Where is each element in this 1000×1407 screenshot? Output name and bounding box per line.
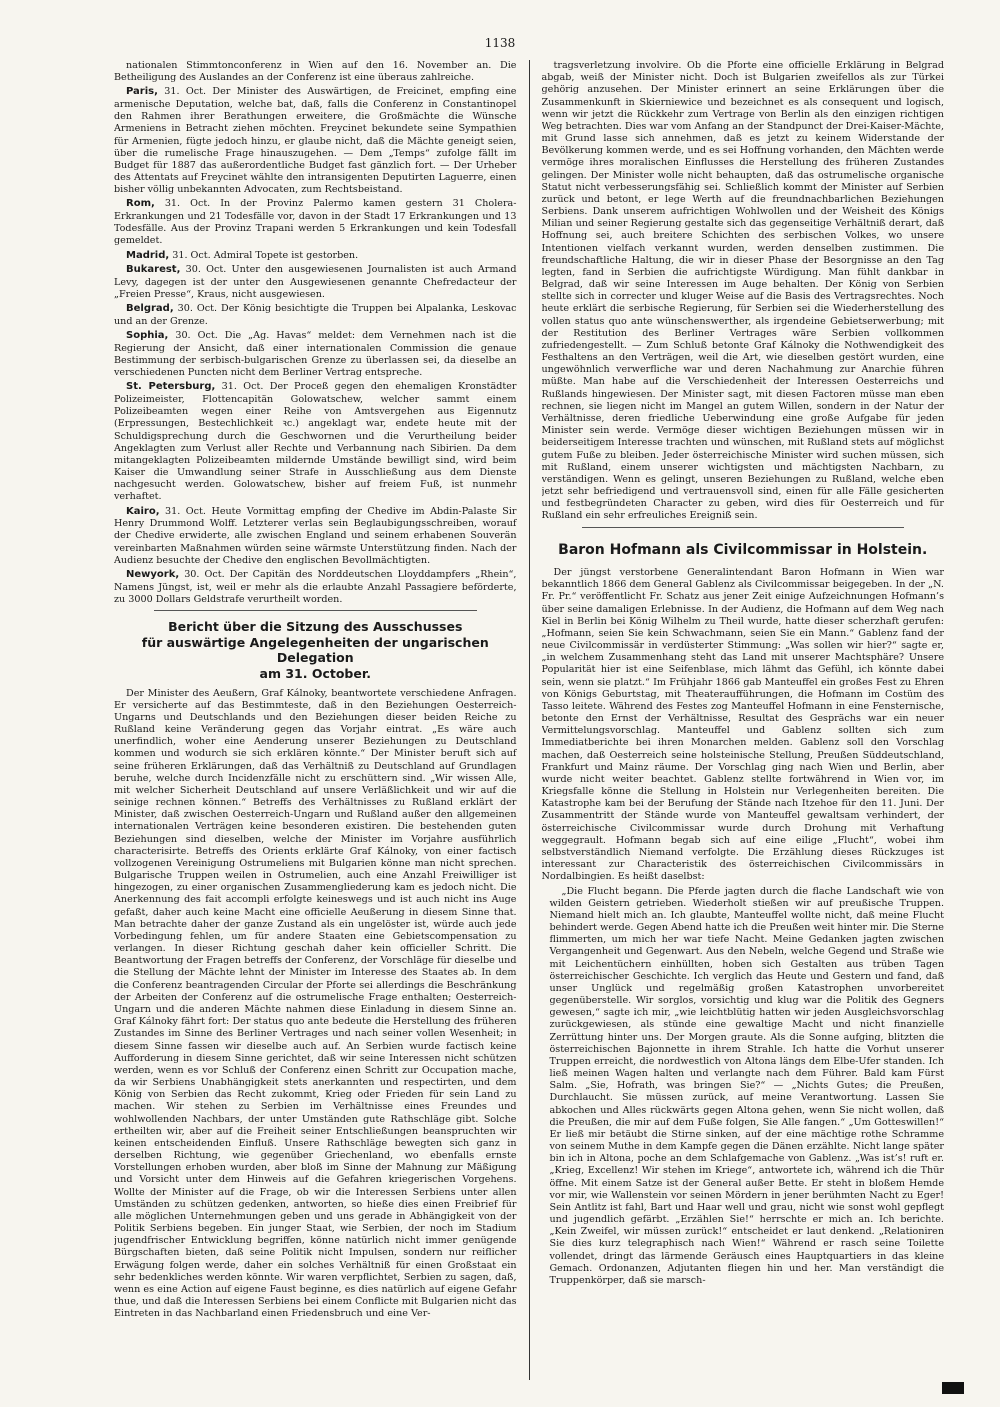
column-rule [529,60,530,1380]
two-column-layout [114,60,944,1380]
dispatch-paris: Paris, 31. Oct. Der Minister des Auswärtigen, de Freicinet, empfing eine armenische Deputation, welche bat, daß, falls die Conferenz in Constantinopel den Rahmen ihrer Berathungen erweitere, die Großmächte die Wünsche Armeniens in Betracht ziehen möchten. Freycinet bekundete seine Sympathien für Armenien, fügte jedoch hinzu, er glaube nicht, daß die Mächte geneigt seien, über die rumelische Frage hinauszugehen. — Dem „Temps“ zufolge fällt im Budget für 1887 das außerordentliche Budget fast gänzlich fort. — Der Urheber des Attentats auf Freycinet wählte den intransigenten Deputirten Laguerre, einen bisher völlig unbekannten Advocaten, zum Rechtsbeistand. [114,86,517,196]
left-column [114,60,517,1380]
dispatch-continuation: nationalen Stimmtonconferenz in Wien auf den 16. November an. Die Betheiligung des Auslandes an der Conferenz ist eine überaus zahlreiche. [114,60,517,84]
dispatch-madrid: Madrid, 31. Oct. Admiral Topete ist gestorben. [126,249,359,261]
dispatch-sophia: Sophia, 30. Oct. Die „Ag. Havas“ meldet: dem Vernehmen nach ist die Regierung der Ansicht, daß einer internationalen Commission die genaue Bestimmung der serbisch-bulgarischen Grenze zu überlassen sei, da dieselbe an verschiedenen Puncten nicht dem Berliner Vertrag entspreche. [114,330,517,379]
article-paragraph: Der jüngst verstorbene Generalintendant Baron Hofmann in Wien war bekanntlich 1866 dem General Gablenz als Civilcommissar beigegeben. In der „N. Fr. Pr.“ veröffentlicht Fr. Schatz aus jener Zeit einige Aufzeichnungen Hofmann’s über seine damaligen Erlebnisse. In der Audienz, die Hofmann auf dem Weg nach Kiel in Berlin bei König Wilhelm zu Theil wurde, hatte dieser scherzhaft gerufen: „Hofmann, seien Sie kein Schwachmann, seien Sie ein Mann.“ Gablenz fand der neue Civilcommissär in verdüsterter Stimmung: „Was sollen wir hier?“ sagte er, „in welchem Zusammenhang steht das Land mit unserer Machtsphäre? Unsere Popularität hier ist eine Seifenblase, mich lähmt das Gefühl, ich könnte dabei sein, wenn sie platzt.“ Im Frühjahr 1866 gab Manteuffel ein großes Fest zu Ehren von Königs Geburtstag, mit Theateraufführungen, die Hofmann im Costüm des Tasso leitete. Während des Festes zog Manteuffel Hofmann in eine Fensternische, betonte den Ernst der Verhältnisse, Resultat des Gesprächs war ein neuer Vermittelungsvorschlag. Manteuffel und Gablenz sollten sich zum Immediatberichte bei ihren Monarchen melden. Gablenz soll den Vorschlag machen, daß Oesterreich seine holsteinische Stellung, Preußen Süddeutschland, Frankfurt und Mainz räume. Der Vorschlag ging nach Wien und Berlin, aber wurde nicht weiter beachtet. Gablenz stellte fortwährend in Wien vor, im Kriegsfalle könne die Stellung in Holstein nur Verlegenheiten bereiten. Die Katastrophe kam bei der Berufung der Stände nach Itzehoe für den 11. Juni. Der Zusammentritt der Stände wurde von Manteuffel gewaltsam verhindert, der österreichische Civilcommissar wurde durch Drohung mit Verhaftung weggegrault. Hofmann begab sich auf eine eilige „Flucht“, wobei ihm selbstverständlich Niemand verfolgte. Die Erzählung dieses Rückzuges ist interessant zur Characteristik des österreichischen Civilcommissärs in Nordalbingien. Es heißt daselbst: [541,567,944,883]
report-paragraph: Der Minister des Aeußern, Graf Kálnoky, beantwortete verschiedene Anfragen. Er versicherte auf das Bestimmteste, daß in den Beziehungen Oesterreich-Ungarns und Deutschlands und den Beziehungen dieser beiden Reiche zu Rußland keine Veränderung gegen das Vorjahr eintrat. „Es wäre auch unerfindlich, woher eine Aenderung unserer Beziehungen zu Deutschland kommen und wodurch sie sich erklären könnte.“ Der Minister beruft sich auf seine früheren Erklärungen, daß das Verhältniß zu Deutschland auf Grundlagen beruhe, welche durch Incidenzfälle nicht zu erschüttern sind. „Wir wissen Alle, mit welcher Sicherheit Deutschland auf unsere Verläßlichkeit und wir auf die seinige rechnen können.“ Betreffs des Verhältnisses zu Rußland erklärt der Minister, daß zwischen Oesterreich-Ungarn und Rußland außer den allgemeinen internationalen Verträgen keine besonderen existiren. Die bestehenden guten Beziehungen sind dieselben, welche der Minister im Vorjahre ausführlich characterisirte. Betreffs des Orients erklärte Graf Kálnoky, von einer factisch vollzogenen Vereinigung Ostrumeliens mit Bulgarien könne man nicht sprechen. Bulgarische Truppen weilen in Ostrumelien, auch eine Anzahl Freiwilliger ist hingezogen, zu einer organischen Zusammengliederung kam es jedoch nicht. Die Anerkennung des fait accompli erfolgte keineswegs und ist auch nicht ins Auge gefaßt, daher auch keine Macht eine officielle Aeußerung in diesem Sinne that. Man betrachte daher der ganze Zustand als ein ungelöster ist, würde auch jede Vorbedingung fehlen, um für andere Staaten eine Gebietscompensation zu verlangen. In dieser Richtung geschah daher kein officieller Schritt. Die Beantwortung der Fragen betreffs der Conferenz, der Vorschläge für dieselbe und die Stellung der Mächte lehnt der Minister im Interesse des Staates ab. In dem die Conferenz beantragenden Circular der Pforte sei allerdings die Beschränkung der Arbeiten der Conferenz auf die ostrumelische Frage enthalten; Oesterreich-Ungarn und die anderen Mächte nahmen diese Einladung in diesem Sinne an. Graf Kálnoky fährt fort: Der status quo ante bedeute die Herstellung des früheren Zustandes im Sinne des Berliner Vertrages und nach seiner vollen Wesenheit; in diesem Sinne fassen wir dieselbe auch auf. An Serbien wurde factisch keine Aufforderung in diesem Sinne gerichtet, daß wir seine Interessen nicht schützen werden, wenn es vor Schluß der Conferenz einen Schritt zur Occupation mache, da wir Serbiens Unabhängigkeit stets anerkannten und respectirten, und dem König von Serbien das Recht zukommt, Krieg oder Frieden für sein Land zu machen. Wir stehen zu Serbien im Verhältnisse eines Freundes und wohlwollenden Nachbars, der unter Umständen gute Rathschläge gibt. Solche ertheilten wir, aber auf die Freiheit seiner Entschließungen beanspruchten wir keinen entscheidenden Einfluß. Unsere Rathschläge bewegten sich ganz in derselben Richtung, wie gegenüber Griechenland, wo ebenfalls ernste Vorstellungen erhoben wurden, aber bloß im Sinne der Mahnung zur Mäßigung und Vorsicht unter dem Hinweis auf die Gefahren kriegerischen Vorgehens. Wollte der Minister auf die Frage, ob wir die Interessen Serbiens unter allen Umständen zu schützen gedenken, antworten, so hieße dies einen Freibrief für alle möglichen Unternehmungen geben und uns gerade in Abhängigkeit von der Politik Serbiens begeben. Ein junger Staat, wie Serbien, der noch im Stadium jugendfrischer Entwicklung begriffen, könne natürlich nicht immer genügende Bürgschaften bieten, daß seine Politik nicht Impulsen, sondern nur reiflicher Erwägung folgen werde, daher ein solches Verhältniß für einen Großstaat ein sehr bedenkliches werden könnte. Wir waren verpflichtet, Serbien zu sagen, daß, wenn es eine Action auf eigene Faust beginne, es dies natürlich auf eigene Gefahr thue, und daß die Interessen Serbiens bei einem Conflicte mit Bulgarien nicht das Eintreten in das Nachbarland einen Friedensbruch und eine Ver- [114,687,517,1320]
right-column [542,60,945,1380]
page-number: 1138 [484,36,516,50]
section-divider [154,610,477,611]
dispatch-rom: Rom, 31. Oct. In der Provinz Palermo kamen gestern 31 Cholera-Erkrankungen und 21 Todesfälle vor, davon in der Stadt 17 Erkrankungen und 13 Todesfälle. Aus der Provinz Trapani werden 5 Erkrankungen und kein Todesfall gemeldet. [114,198,517,247]
report-heading: Bericht über die Sitzung des Ausschusses für auswärtige Angelegenheiten der ungarischen Delegation am 31. October. [141,619,489,681]
section-divider [582,527,905,528]
article-heading: Baron Hofmann als Civilcommissar in Holstein. [558,541,928,558]
dispatch-kairo: Kairo, 31. Oct. Heute Vormittag empfing der Chedive im Abdin-Palaste Sir Henry Drummond Wolff. Letzterer verlas sein Beglaubigungsschreiben, worauf der Chedive erwiderte, alle zwischen England und seinem erhabenen Souverän vereinbarten Maßnahmen würden seine wärmste Unterstützung finden. Nach der Audienz besuchte der Chedive den englischen Bevollmächtigten. [114,505,517,566]
dispatch-bukarest: Bukarest, 30. Oct. Unter den ausgewiesenen Journalisten ist auch Armand Levy, dagegen ist der unter den Ausgewiesenen genannte Chefredacteur der „Freien Presse“, Kraus, nicht ausgewiesen. [114,264,517,301]
dispatch-belgrad: Belgrad, 30. Oct. Der König besichtigte die Truppen bei Alpalanka, Leskovac und an der Grenze. [114,303,517,328]
report-continuation: tragsverletzung involvire. Ob die Pforte eine officielle Erklärung in Belgrad abgab, weiß der Minister nicht. Doch ist Bulgarien zweifellos als zur Türkei gehörig anzusehen. Der Minister erinnert an seine Erklärungen über die Zusammenkunft in Skierniewice und bezeichnet es als consequent und logisch, wenn wir jetzt die Rückkehr zum Vertrage von Berlin als den einzigen richtigen Weg betrachten. Dies war vom Anfang an der Standpunct der Drei-Kaiser-Mächte, mit Grund lasse sich annehmen, daß es jetzt zu keinem Widerstande der Bevölkerung kommen werde, und es sei Hoffnung vorhanden, den Mächten werde vermöge ihres moralischen Einflusses die Herstellung des früheren Zustandes gelingen. Der Minister wolle nicht behaupten, daß das ostrumelische organische Statut nicht verbesserungsfähig sei. Schließlich kommt der Minister auf Serbien zurück und betont, er lege Werth auf die freundnachbarlichen Beziehungen Serbiens. Dank unserem aufrichtigen Wohlwollen und der Weisheit des Königs Milian und seiner Regierung gestalte sich das gegenseitige Verhältniß derart, daß Hoffnung sei, auch breitere Schichten des serbischen Volkes, wo unsere Intentionen vielfach verkannt wurden, werden denselben zustimmen. Die freundschaftliche Haltung, die wir in dieser Phase der Besorgnisse an den Tag legten, fand in Serbien die aufrichtigste Würdigung. Man fühlt dankbar in Belgrad, daß wir seine Interessen im Auge behalten. Der König von Serbien stellte sich in correcter und kluger Weise auf die Basis des Vertragsrechtes. Noch heute erklärt die serbische Regierung, für Serbien sei die Wiederherstellung des vollen status quo ante wünschenswerther, als irgendeine Gebietserwerbung; mit der Restitution des Berliner Vertrages wäre Serbien vollkommen zufriedengestellt. — Zum Schluß betonte Graf Kálnoky die Nothwendigkeit des Festhaltens an den Verträgen, weil die Art, wie dieselben gestört wurden, eine ungewöhnlich verwerfliche war und deren Nachahmung zur Anarchie führen müßte. Man habe auf die Verschiedenheit der Interessen Oesterreichs und Rußlands hingewiesen. Der Minister sagt, mit diesen Factoren müsse man eben rechnen, sie liegen nicht im Mangel an gutem Willen, sondern in der Natur der Verhältnisse, deren friedliche Ueberwindung eine große Aufgabe für jeden Minister sein werde. Vermöge dieser wichtigen Beziehungen müssen wir in beiderseitigem Interesse trachten und wünschen, mit Rußland stets auf möglichst gutem Fuße zu bleiben. Jeder österreichische Minister wird suchen müssen, sich mit Rußland, einem unserer wichtigsten und mächtigsten Nachbarn, zu verständigen. Wenn es gelingt, unseren Beziehungen zu Rußland, welche eben jetzt sehr befriedigend und vertrauensvoll sind, einen für alle Fälle gesicherten und festbegründeten Character zu geben, wird dies für Oesterreich und für Rußland ein sehr erfreuliches Ereigniß sein. [541,60,944,522]
print-mark [942,1382,964,1394]
dispatch-newyork: Newyork, 30. Oct. Der Capitän des Norddeutschen Lloyddampfers „Rhein“, Namens Jüngst, ist, weil er mehr als die erlaubte Anzahl Passagiere beförderte, zu 3000 Dollars Geldstrafe verurtheilt worden. [114,569,517,605]
article-quote-paragraph: „Die Flucht begann. Die Pferde jagten durch die flache Landschaft wie von wilden Geistern getrieben. Wiederholt stießen wir auf preußische Truppen. Niemand hielt mich an. Ich glaubte, Manteuffel wollte nicht, daß meine Flucht behindert werde. Gegen Abend hatte ich die Preußen weit hinter mir. Die Sterne flimmerten, um mich her war tiefe Nacht. Meine Gedanken jagten zwischen Vergangenheit und Gegenwart. Aus den Nebeln, welche Gegend und Straße wie mit Leichentüchern einhüllten, hoben sich Gestalten aus trüben Tagen österreichischer Geschichte. Ich verglich das Heute und Gestern und fand, daß unser Unglück und regelmäßig großen Katastrophen unvorbereitet gegenüberstelle. Wir sorglos, vorsichtig und klug war die Politik des Gegners gewesen,“ sagte ich mir, „wie leichtblütig hatten wir jeden Ausgleichsvorschlag zurückgewiesen, als stünde eine gewaltige Macht und nicht finanzielle Zerrüttung hinter uns. Der Morgen graute. Als die Sonne aufging, blitzten die österreichischen Bajonnette in ihrem Strahle. Ich hatte die Vorhut unserer Truppen erreicht, die nordwestlich von Altona längs dem Elbe-Ufer standen. Ich ließ meinen Wagen halten und verlangte nach dem Führer. Bald kam Fürst Salm. „Sie, Hofrath, was bringen Sie?“ — „Nichts Gutes; die Preußen, Durchlaucht. Sie müssen zurück, auf meine Verantwortung. Lassen Sie abkochen und Alles rückwärts gegen Altona gehen, wenn Sie nicht wollen, daß die Preußen, die mir auf dem Fuße folgen, Sie Alle fangen.“ „Um Gotteswillen!“ Er ließ mir betäubt die Stirne sinken, auf der eine mächtige rothe Schramme von seinem Muthe in dem Kampfe gegen die Dänen erzählte. Nicht lange später bin ich in Altona, poche an dem Schlafgemache von Gablenz. „Was ist’s! ruft er. „Krieg, Excellenz! Wir stehen im Kriege“, antwortete ich, während ich die Thür öffne. Mit einem Satze ist der General außer Bette. Er steht in bloßem Hemde vor mir, wie Wallenstein vor seinen Mördern in jener berühmten Nacht zu Eger! Sein Antlitz ist fahl, Bart und Haar well und grau, nicht wie sonst wohl gepflegt und jugendlich gefärbt. „Erzählen Sie!“ herrschte er mich an. Ich berichte. „Kein Zweifel, wir müssen zurück!“ entscheidet er laut denkend. „Relationiren Sie dies kurz telegraphisch nach Wien!“ Während er rasch seine Toilette vollendet, dringt das lärmende Geräusch eines Hauptquartiers in das kleine Gemach. Ordonanzen, Adjutanten fliegen hin und her. Man verständigt die Truppenkörper, daß sie marsch- [549,885,944,1286]
dispatch-st-petersburg: St. Petersburg, 31. Oct. Der Proceß gegen den ehemaligen Kronstädter Polizeimeister, Flottencapitän Golowatschew, welcher sammt einem Polizeibeamten wegen einer Reihe von Amtsvergehen aus Eigennutz (Erpressungen, Bestechlichkeit ꝛc.) angeklagt war, endete heute mit der Schuldigsprechung durch die Geschwornen und die Verurtheilung beider Angeklagten zum Verlust aller Rechte und Verbannung nach Sibirien. Da dem mitangeklagten Polizeibeamten mildernde Umstände bewilligt sind, wird beim Kaiser die Umwandlung seiner Strafe in Ausschließung aus dem Dienste nachgesucht werden. Golowatschew, bisher auf freiem Fuß, ist nunmehr verhaftet. [114,381,517,503]
